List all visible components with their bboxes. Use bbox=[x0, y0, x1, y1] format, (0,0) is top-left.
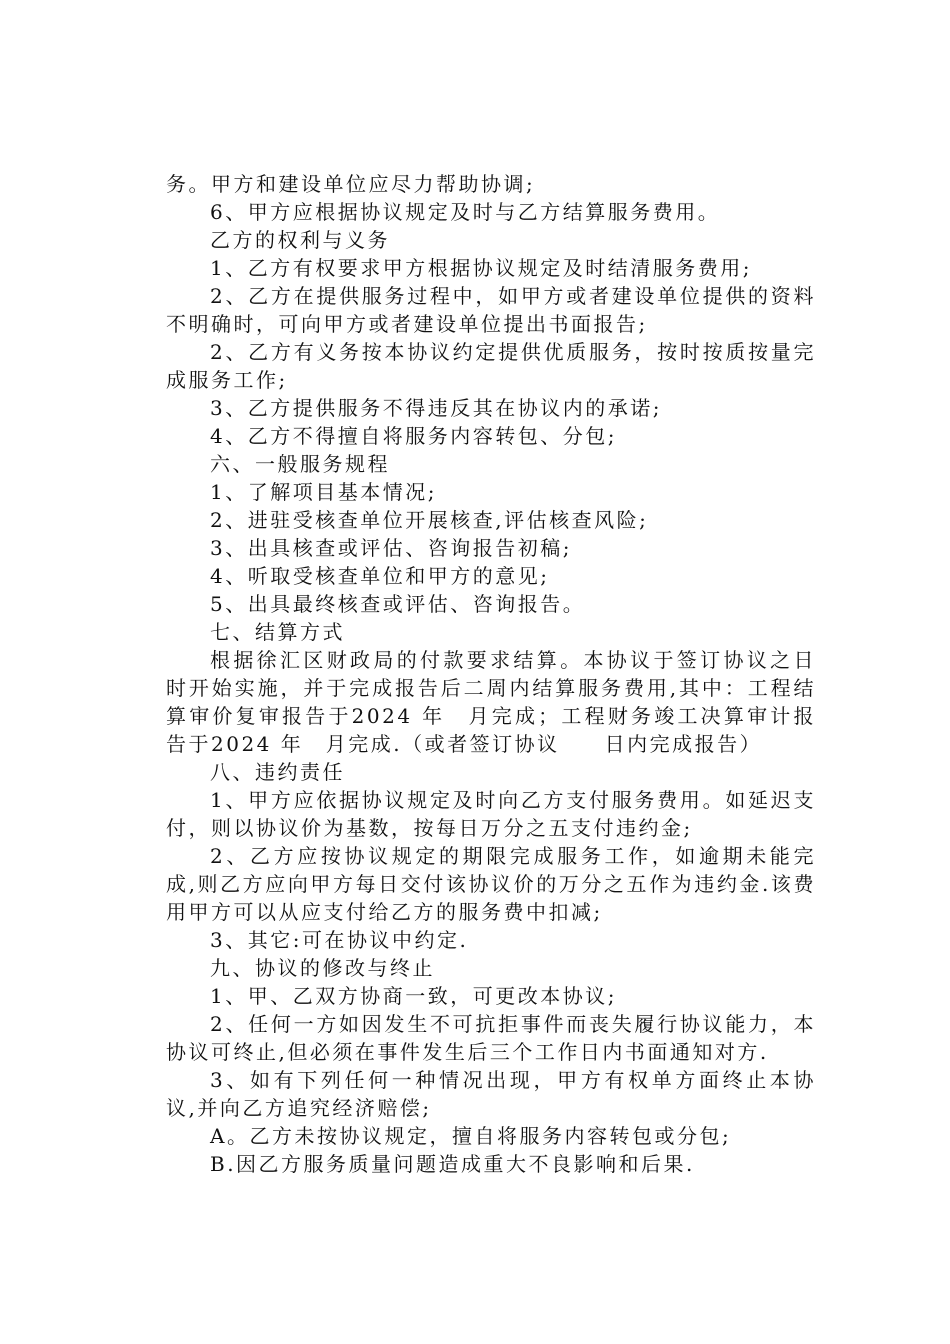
section-heading-modification-termination: 九、协议的修改与终止 bbox=[210, 956, 435, 980]
section-heading-party-b-rights: 乙方的权利与义务 bbox=[210, 228, 390, 252]
paragraph: 1、乙方有权要求甲方根据协议规定及时结清服务费用; bbox=[210, 256, 752, 280]
paragraph: 根据徐汇区财政局的付款要求结算。本协议于签订协议之日时开始实施，并于完成报告后二周内结算服务费用,其中：工程结算审价复审报告于2024 年 月完成；工程财务竣工决算审计报告于2024 年 月完成.（或者签订协议 日内完成报告） bbox=[166, 648, 816, 756]
paragraph: 6、甲方应根据协议规定及时与乙方结算服务费用。 bbox=[210, 200, 721, 224]
paragraph: 1、了解项目基本情况; bbox=[210, 480, 437, 504]
paragraph: 3、其它:可在协议中约定. bbox=[210, 928, 469, 952]
paragraph: 2、任何一方如因发生不可抗拒事件而丧失履行协议能力，本协议可终止,但必须在事件发生后三个工作日内书面通知对方. bbox=[166, 1012, 816, 1064]
paragraph: 2、进驻受核查单位开展核查,评估核查风险; bbox=[210, 508, 649, 532]
paragraph: 3、乙方提供服务不得违反其在协议内的承诺; bbox=[210, 396, 662, 420]
paragraph: 5、出具最终核查或评估、咨询报告。 bbox=[210, 592, 586, 616]
paragraph: 2、乙方有义务按本协议约定提供优质服务，按时按质按量完成服务工作; bbox=[166, 340, 816, 392]
paragraph: 4、听取受核查单位和甲方的意见; bbox=[210, 564, 550, 588]
paragraph: 4、乙方不得擅自将服务内容转包、分包; bbox=[210, 424, 617, 448]
section-heading-general-procedures: 六、一般服务规程 bbox=[210, 452, 390, 476]
section-heading-breach-liability: 八、违约责任 bbox=[210, 760, 345, 784]
paragraph: 1、甲、乙双方协商一致，可更改本协议; bbox=[210, 984, 617, 1008]
document-body bbox=[166, 170, 816, 1178]
paragraph: 3、如有下列任何一种情况出现，甲方有权单方面终止本协议,并向乙方追究经济赔偿; bbox=[166, 1068, 816, 1120]
section-heading-settlement: 七、结算方式 bbox=[210, 620, 345, 644]
paragraph: 1、甲方应依据协议规定及时向乙方支付服务费用。如延迟支付，则以协议价为基数，按每日万分之五支付违约金; bbox=[166, 788, 816, 840]
paragraph: 2、乙方在提供服务过程中，如甲方或者建设单位提供的资料不明确时，可向甲方或者建设单位提出书面报告; bbox=[166, 284, 816, 336]
paragraph: B.因乙方服务质量问题造成重大不良影响和后果. bbox=[210, 1152, 695, 1176]
paragraph: 3、出具核查或评估、咨询报告初稿; bbox=[210, 536, 572, 560]
paragraph: 2、乙方应按协议规定的期限完成服务工作，如逾期未能完成,则乙方应向甲方每日交付该协议价的万分之五作为违约金.该费用甲方可以从应支付给乙方的服务费中扣减; bbox=[166, 844, 816, 924]
paragraph: A。乙方未按协议规定，擅自将服务内容转包或分包; bbox=[210, 1124, 732, 1148]
paragraph-continuation: 务。甲方和建设单位应尽力帮助协调; bbox=[166, 172, 536, 196]
